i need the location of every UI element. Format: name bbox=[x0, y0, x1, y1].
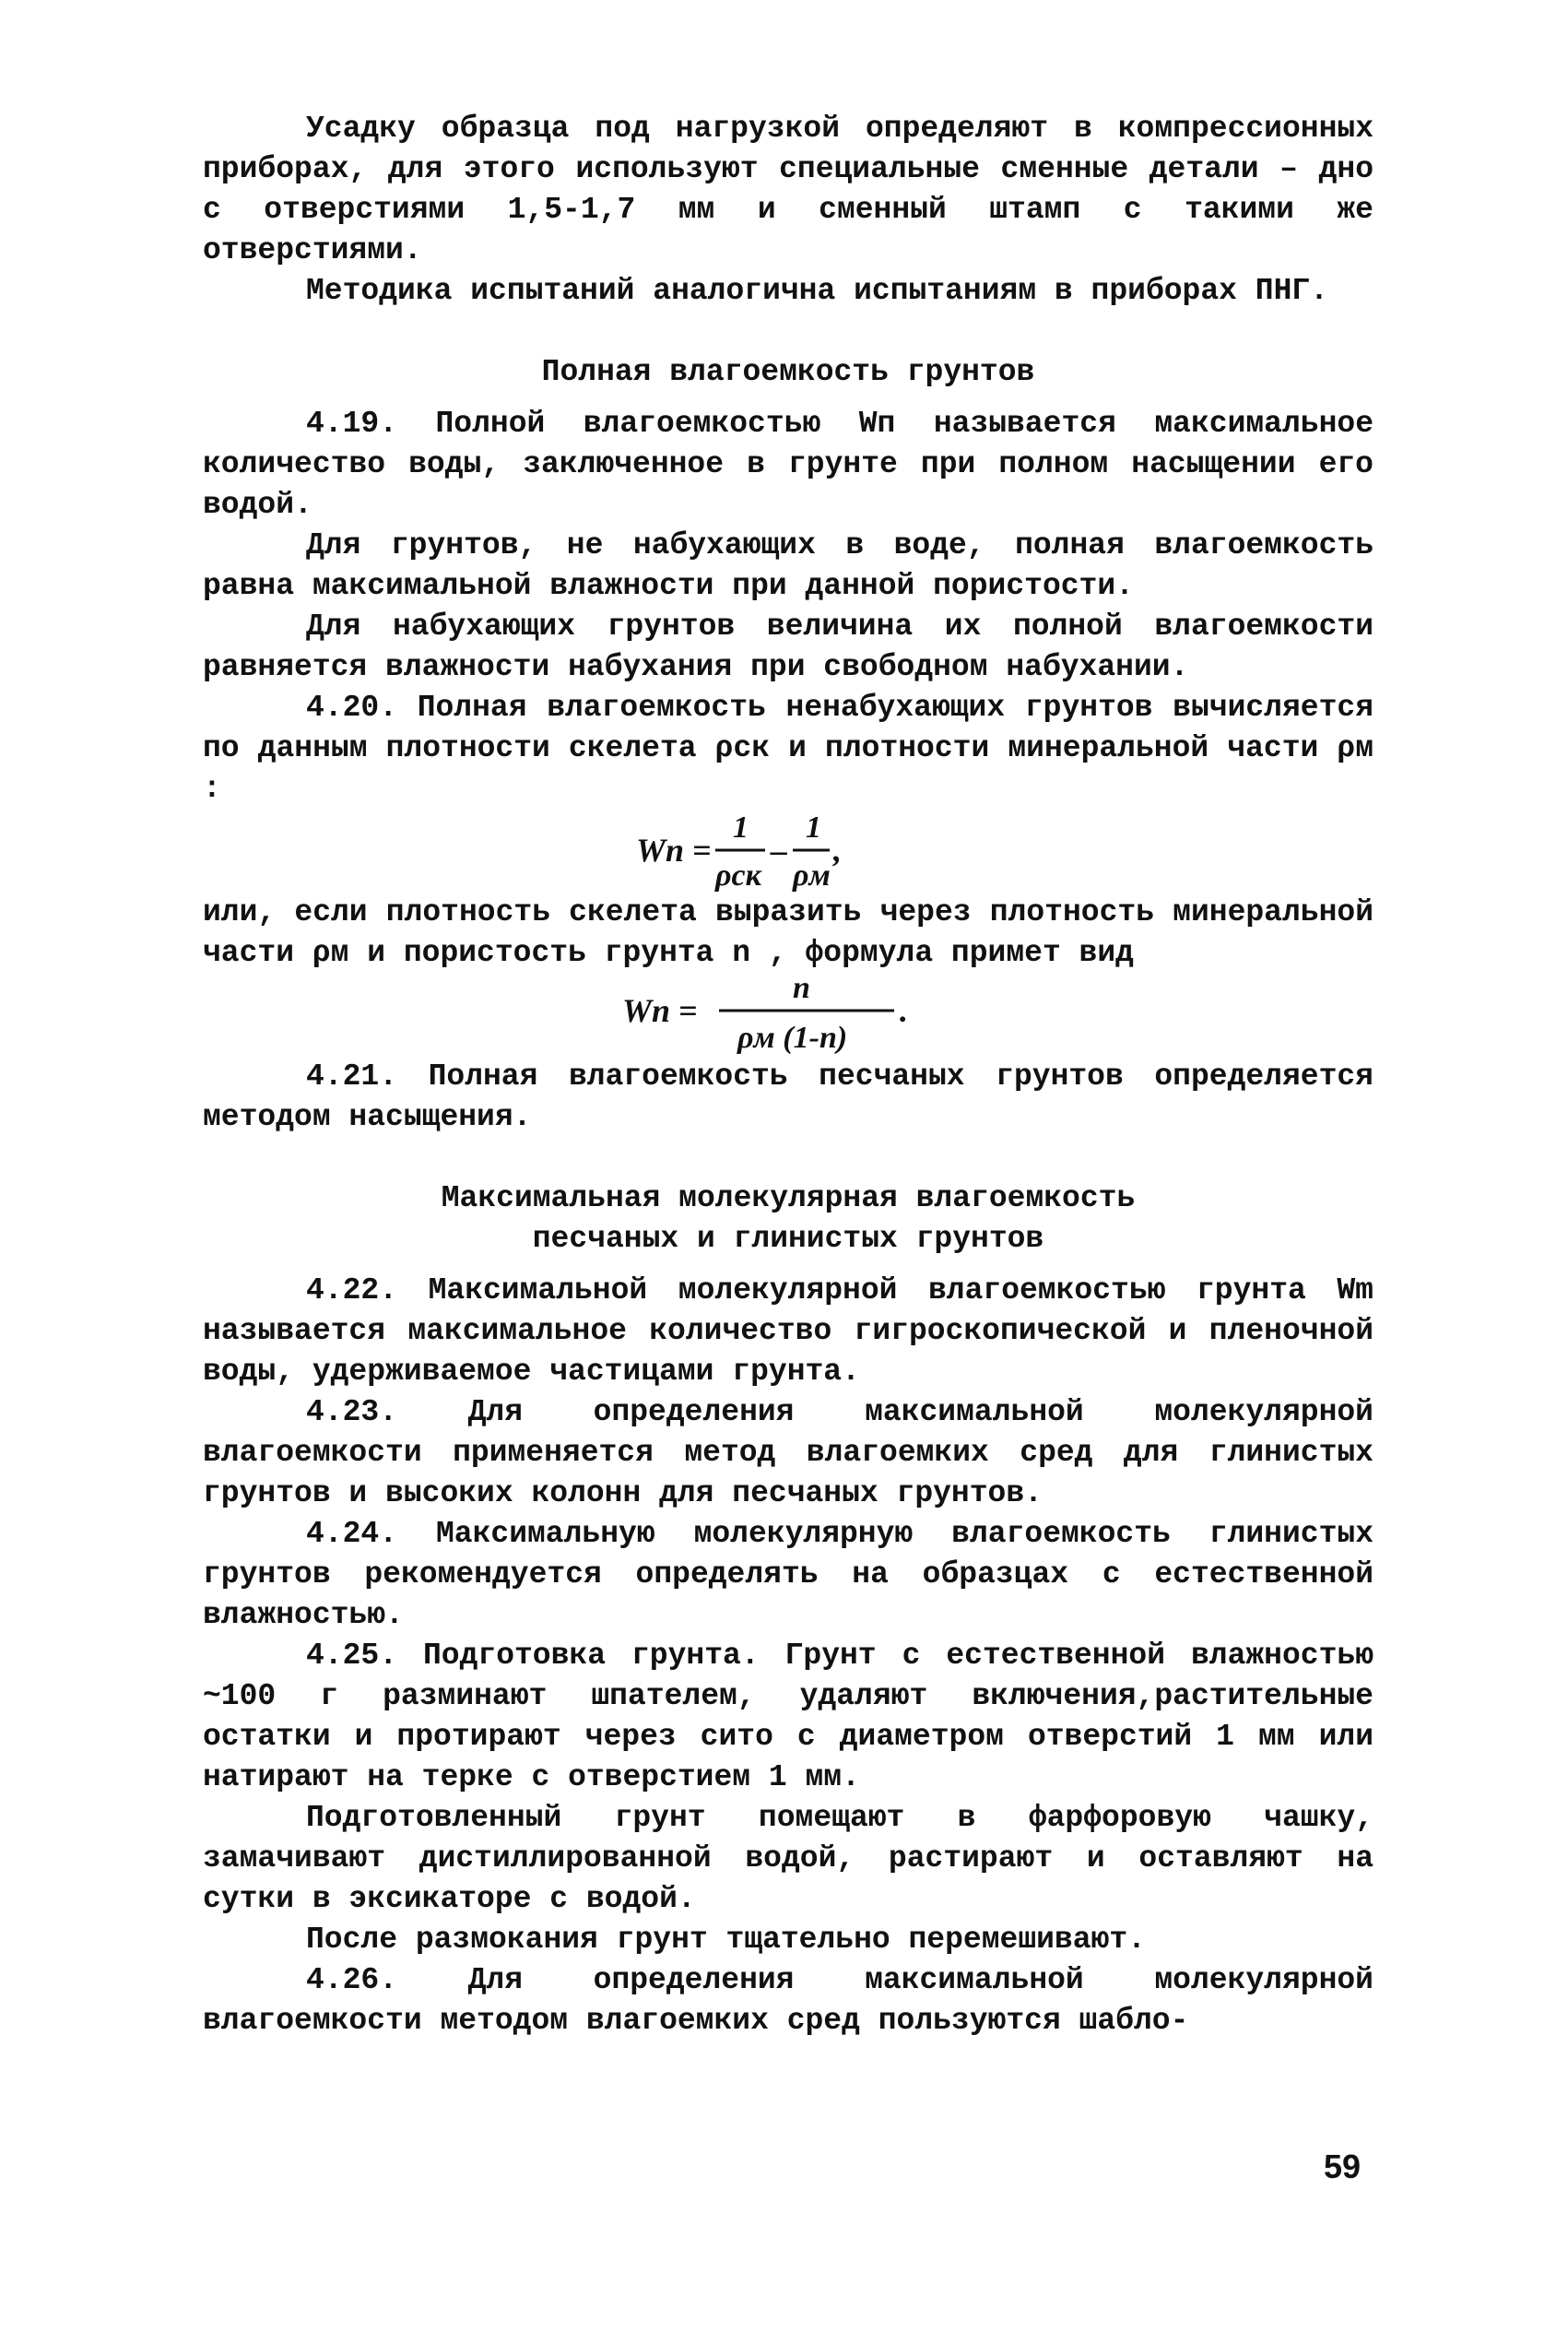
formula-2-end: . bbox=[900, 992, 908, 1029]
formula-1-minus: – bbox=[771, 832, 787, 869]
formula-full-capacity-2 bbox=[203, 974, 1373, 1057]
formula-2-lhs: Wп = bbox=[622, 992, 698, 1029]
paragraph-prepared-soil: Подготовленный грунт помещают в фарфоровую чашку, замачивают дистиллированной водой, растирают и оставляют на сутки в эксикаторе с водой. bbox=[203, 1801, 1373, 1916]
formula-2-den: ρм (1-n) bbox=[737, 1021, 848, 1055]
page-number: 59 bbox=[1324, 2148, 1362, 2185]
formula-1-num-1: 1 bbox=[733, 811, 749, 845]
paragraph-4-25: 4.25. Подготовка грунта. Грунт с естественной влажностью ~100 г разминают шпателем, удаляют включения,растительные остатки и протирают через сито с диаметром отверстий 1 мм или натирают на терке с отверстием 1 мм. bbox=[203, 1639, 1373, 1794]
paragraph-4-20: 4.20. Полная влагоемкость ненабухающих грунтов вычисляется по данным плотности скелета ρск и плотности минеральной части ρм : bbox=[203, 691, 1373, 806]
heading-max-molecular-line1: Максимальная молекулярная влагоемкость bbox=[441, 1181, 1136, 1215]
heading-max-molecular-line2: песчаных и глинистых грунтов bbox=[532, 1222, 1044, 1256]
formula-1-lhs: Wп = bbox=[636, 832, 712, 869]
paragraph-4-23: 4.23. Для определения максимальной молекулярной влагоемкости применяется метод влагоемких сред для глинистых грунтов и высоких колонн для песчаных грунтов. bbox=[203, 1395, 1373, 1510]
formula-1-num-2: 1 bbox=[806, 811, 821, 845]
paragraph-shrinkage-test: Усадку образца под нагрузкой определяют в компрессионных приборах, для этого используют специальные сменные детали – дно с отверстиями 1,5-1,7 мм и сменный штамп с такими же отверстиями. bbox=[203, 112, 1373, 267]
paragraph-after-soaking: После размокания грунт тщательно перемешивают. bbox=[306, 1923, 1146, 1957]
paragraph-4-26: 4.26. Для определения максимальной молекулярной влагоемкости методом влагоемких сред пользуются шабло- bbox=[203, 1963, 1373, 2038]
paragraph-4-19: 4.19. Полной влагоемкостью Wп называется максимальное количество воды, заключенное в грунте при полном насыщении его водой. bbox=[203, 407, 1373, 522]
paragraph-4-22: 4.22. Максимальной молекулярной влагоемкостью грунта Wm называется максимальное количество гигроскопической и пленочной воды, удерживаемое частицами грунта. bbox=[203, 1273, 1373, 1389]
formula-2-num: n bbox=[793, 974, 810, 1005]
paragraph-4-24: 4.24. Максимальную молекулярную влагоемкость глинистых грунтов рекомендуется определять на образцах с естественной влажностью. bbox=[203, 1517, 1373, 1632]
formula-full-capacity-1 bbox=[203, 810, 1373, 893]
paragraph-method-png: Методика испытаний аналогична испытаниям в приборах ПНГ. bbox=[306, 274, 1328, 308]
paragraph-4-21: 4.21. Полная влагоемкость песчаных грунтов определяется методом насыщения. bbox=[203, 1059, 1373, 1134]
heading-full-moisture-capacity: Полная влагоемкость грунтов bbox=[541, 355, 1035, 389]
formula-2-svg bbox=[203, 974, 1373, 1057]
formula-1-den-1: ρск bbox=[715, 858, 761, 893]
paragraph-non-swelling: Для грунтов, не набухающих в воде, полная влагоемкость равна максимальной влажности при данной пористости. bbox=[203, 528, 1373, 603]
paragraph-alternative-formula: или, если плотность скелета выразить через плотность минеральной части ρм и пористость грунта n , формула примет вид bbox=[203, 895, 1373, 970]
formula-1-end: , bbox=[833, 832, 842, 869]
paragraph-swelling: Для набухающих грунтов величина их полной влагоемкости равняется влажности набухания при свободном набухании. bbox=[203, 609, 1373, 684]
text-column bbox=[203, 109, 1373, 2041]
formula-1-den-2: ρм bbox=[793, 858, 831, 893]
formula-1-svg bbox=[203, 810, 1373, 893]
